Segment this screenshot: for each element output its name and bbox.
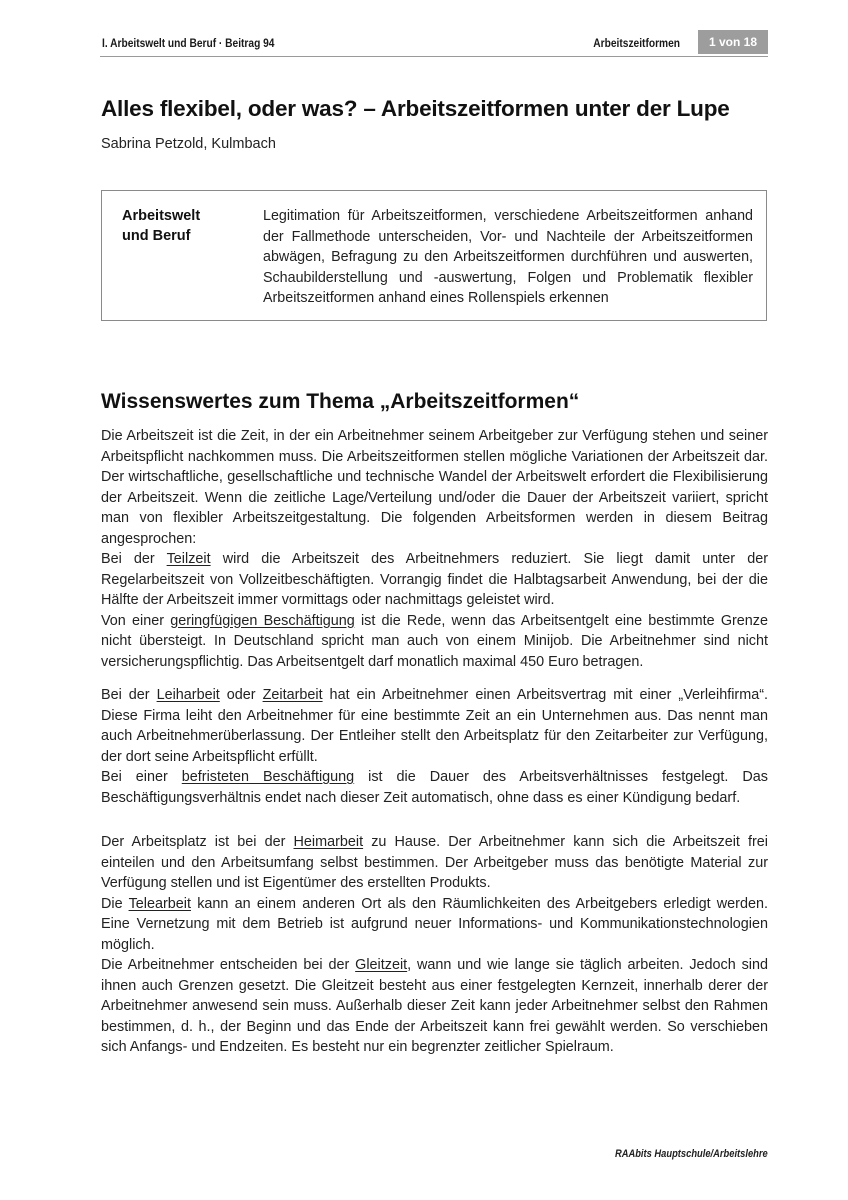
text: Bei der xyxy=(101,687,157,703)
page-number-badge: 1 von 18 xyxy=(698,30,768,54)
info-box-label xyxy=(122,206,242,246)
term-zeitarbeit: Zeitarbeit xyxy=(262,687,323,703)
topic-label: Arbeitszeitformen xyxy=(593,36,680,50)
text: Bei einer xyxy=(101,769,182,785)
text: wird die Arbeitszeit des Arbeitnehmers reduziert. Sie liegt damit unter der Regelarbeitszeit von Vollzeitbeschäftigten. Vorrangig findet die Halbtagsarbeit Anwendung, bei der die Hälfte der Arbeitszeit immer vormittags oder nachmittags geleistet wird. xyxy=(101,551,768,608)
page-title: Alles flexibel, oder was? – Arbeitszeitformen unter der Lupe xyxy=(101,96,730,121)
text: , wann und wie lange sie täglich arbeiten. Jedoch sind ihnen auch Grenzen gesetzt. Die Gleitzeit besteht aus einer festgelegten Kernzeit, innerhalb derer der Arbeitnehmer anwesend sein muss. Außerhalb dieser Zeit kann jeder Arbeitnehmer selbst den Rahmen bestimmen, d. h., der Beginn und das Ende der Arbeitszeit kann frei gewählt werden. So verschieben sich Anfangs- und Endzeiten. Es besteht nur ein begrenzter zeitlicher Spielraum. xyxy=(101,957,768,1055)
term-gleitzeit: Gleitzeit xyxy=(355,957,408,973)
text: ist die Dauer des Arbeitsverhältnisses festgelegt. Das Beschäftigungsverhältnis endet nach dieser Zeit automatisch, ohne dass es einer Kündigung bedarf. xyxy=(101,769,768,806)
befristet-paragraph xyxy=(101,767,768,808)
text: Die Arbeitnehmer entscheiden bei der xyxy=(101,957,356,973)
section-title: Wissenswertes zum Thema „Arbeitszeitformen“ xyxy=(101,390,580,413)
term-befristete-beschaeftigung: befristeten Beschäftigung xyxy=(181,769,355,785)
text-block-2 xyxy=(101,685,768,808)
text: Bei der xyxy=(101,551,167,567)
series-label: I. Arbeitswelt und Beruf · Beitrag 94 xyxy=(102,36,275,50)
author-line: Sabrina Petzold, Kulmbach xyxy=(101,136,276,152)
info-box-text: Legitimation für Arbeitszeitformen, verschiedene Arbeitszeitformen anhand der Fallmethode unterscheiden, Vor- und Nachteile der Arbeitszeitformen abwägen, Befragung zu den Arbeitszeitformen durchführen und auswerten, Schaubilderstellung und -auswertung, Folgen und Problematik flexibler Arbeitszeitformen anhand eines Rollenspiels erkennen xyxy=(263,208,753,306)
geringfuegig-paragraph xyxy=(101,611,768,673)
gleitzeit-paragraph xyxy=(101,955,768,1058)
info-label-line2: und Beruf xyxy=(122,228,191,244)
term-geringfuegige-beschaeftigung: geringfügigen Beschäftigung xyxy=(170,612,355,629)
footer-publisher: RAAbits Hauptschule/Arbeitslehre xyxy=(615,1148,768,1160)
term-heimarbeit: Heimarbeit xyxy=(293,834,364,850)
text: hat ein Arbeitnehmer einen Arbeitsvertrag mit einer „Verleihfirma“. Diese Firma leiht den Arbeitnehmer für eine bestimmte Zeit an ein Unternehmen aus. Das nennt man auch Arbeitnehmerüberlassung. Der Entleiher stellt den Arbeitsplatz für den Zeitarbeiter zur Verfügung, der dort seine Arbeitspflicht erfüllt. xyxy=(101,687,768,765)
heimarbeit-paragraph xyxy=(101,832,768,894)
telearbeit-paragraph xyxy=(101,894,768,956)
text: kann an einem anderen Ort als den Räumlichkeiten des Arbeitgebers erledigt werden. Eine Vernetzung mit dem Betrieb ist aufgrund neuer Informations- und Kommunikationstechnologien möglich. xyxy=(101,895,768,953)
text: oder xyxy=(219,687,263,703)
info-box xyxy=(101,190,767,321)
teilzeit-paragraph xyxy=(101,549,768,611)
intro-paragraph: Die Arbeitszeit ist die Zeit, in der ein Arbeitnehmer seinem Arbeitgeber zur Verfügung stehen und seiner Arbeitspflicht nachkommen muss. Die Arbeitszeitformen stellen mögliche Variationen der Arbeitszeit dar. Der wirtschaftliche, gesellschaftliche und technische Wandel der Arbeitswelt erfordert die Flexibilisierung der Arbeitszeit. Wenn die zeitliche Lage/Verteilung und/oder die Dauer der Arbeitszeit variiert, spricht man von flexibler Arbeitszeitgestaltung. Die folgenden Arbeitsformen werden in diesem Beitrag angesprochen: xyxy=(101,428,768,547)
info-label-line1: Arbeitswelt xyxy=(122,208,201,224)
text: Die xyxy=(101,895,129,912)
text: zu Hause. Der Arbeitnehmer kann sich die Arbeitszeit frei einteilen und den Arbeitsumfang selbst bestimmen. Der Arbeitgeber muss das benötigte Material zur Verfügung stellen und ist Eigentümer des erstellten Produkts. xyxy=(101,834,768,891)
text: ist die Rede, wenn das Arbeitsentgelt eine bestimmte Grenze nicht übersteigt. In Deutschland spricht man auch von einem Minijob. Die Arbeitnehmer sind nicht versicherungspflichtig. Das Arbeitsentgelt darf monatlich maximal 450 Euro betragen. xyxy=(101,612,769,670)
text-block-3 xyxy=(101,832,768,1058)
text: Der Arbeitsplatz ist bei der xyxy=(101,834,294,850)
term-leiharbeit: Leiharbeit xyxy=(156,687,220,703)
term-teilzeit: Teilzeit xyxy=(166,551,211,567)
text-block-1 xyxy=(101,426,768,672)
text: Von einer xyxy=(101,612,171,629)
leiharbeit-paragraph xyxy=(101,685,768,767)
term-telearbeit: Telearbeit xyxy=(128,895,191,912)
page-header xyxy=(100,30,768,57)
